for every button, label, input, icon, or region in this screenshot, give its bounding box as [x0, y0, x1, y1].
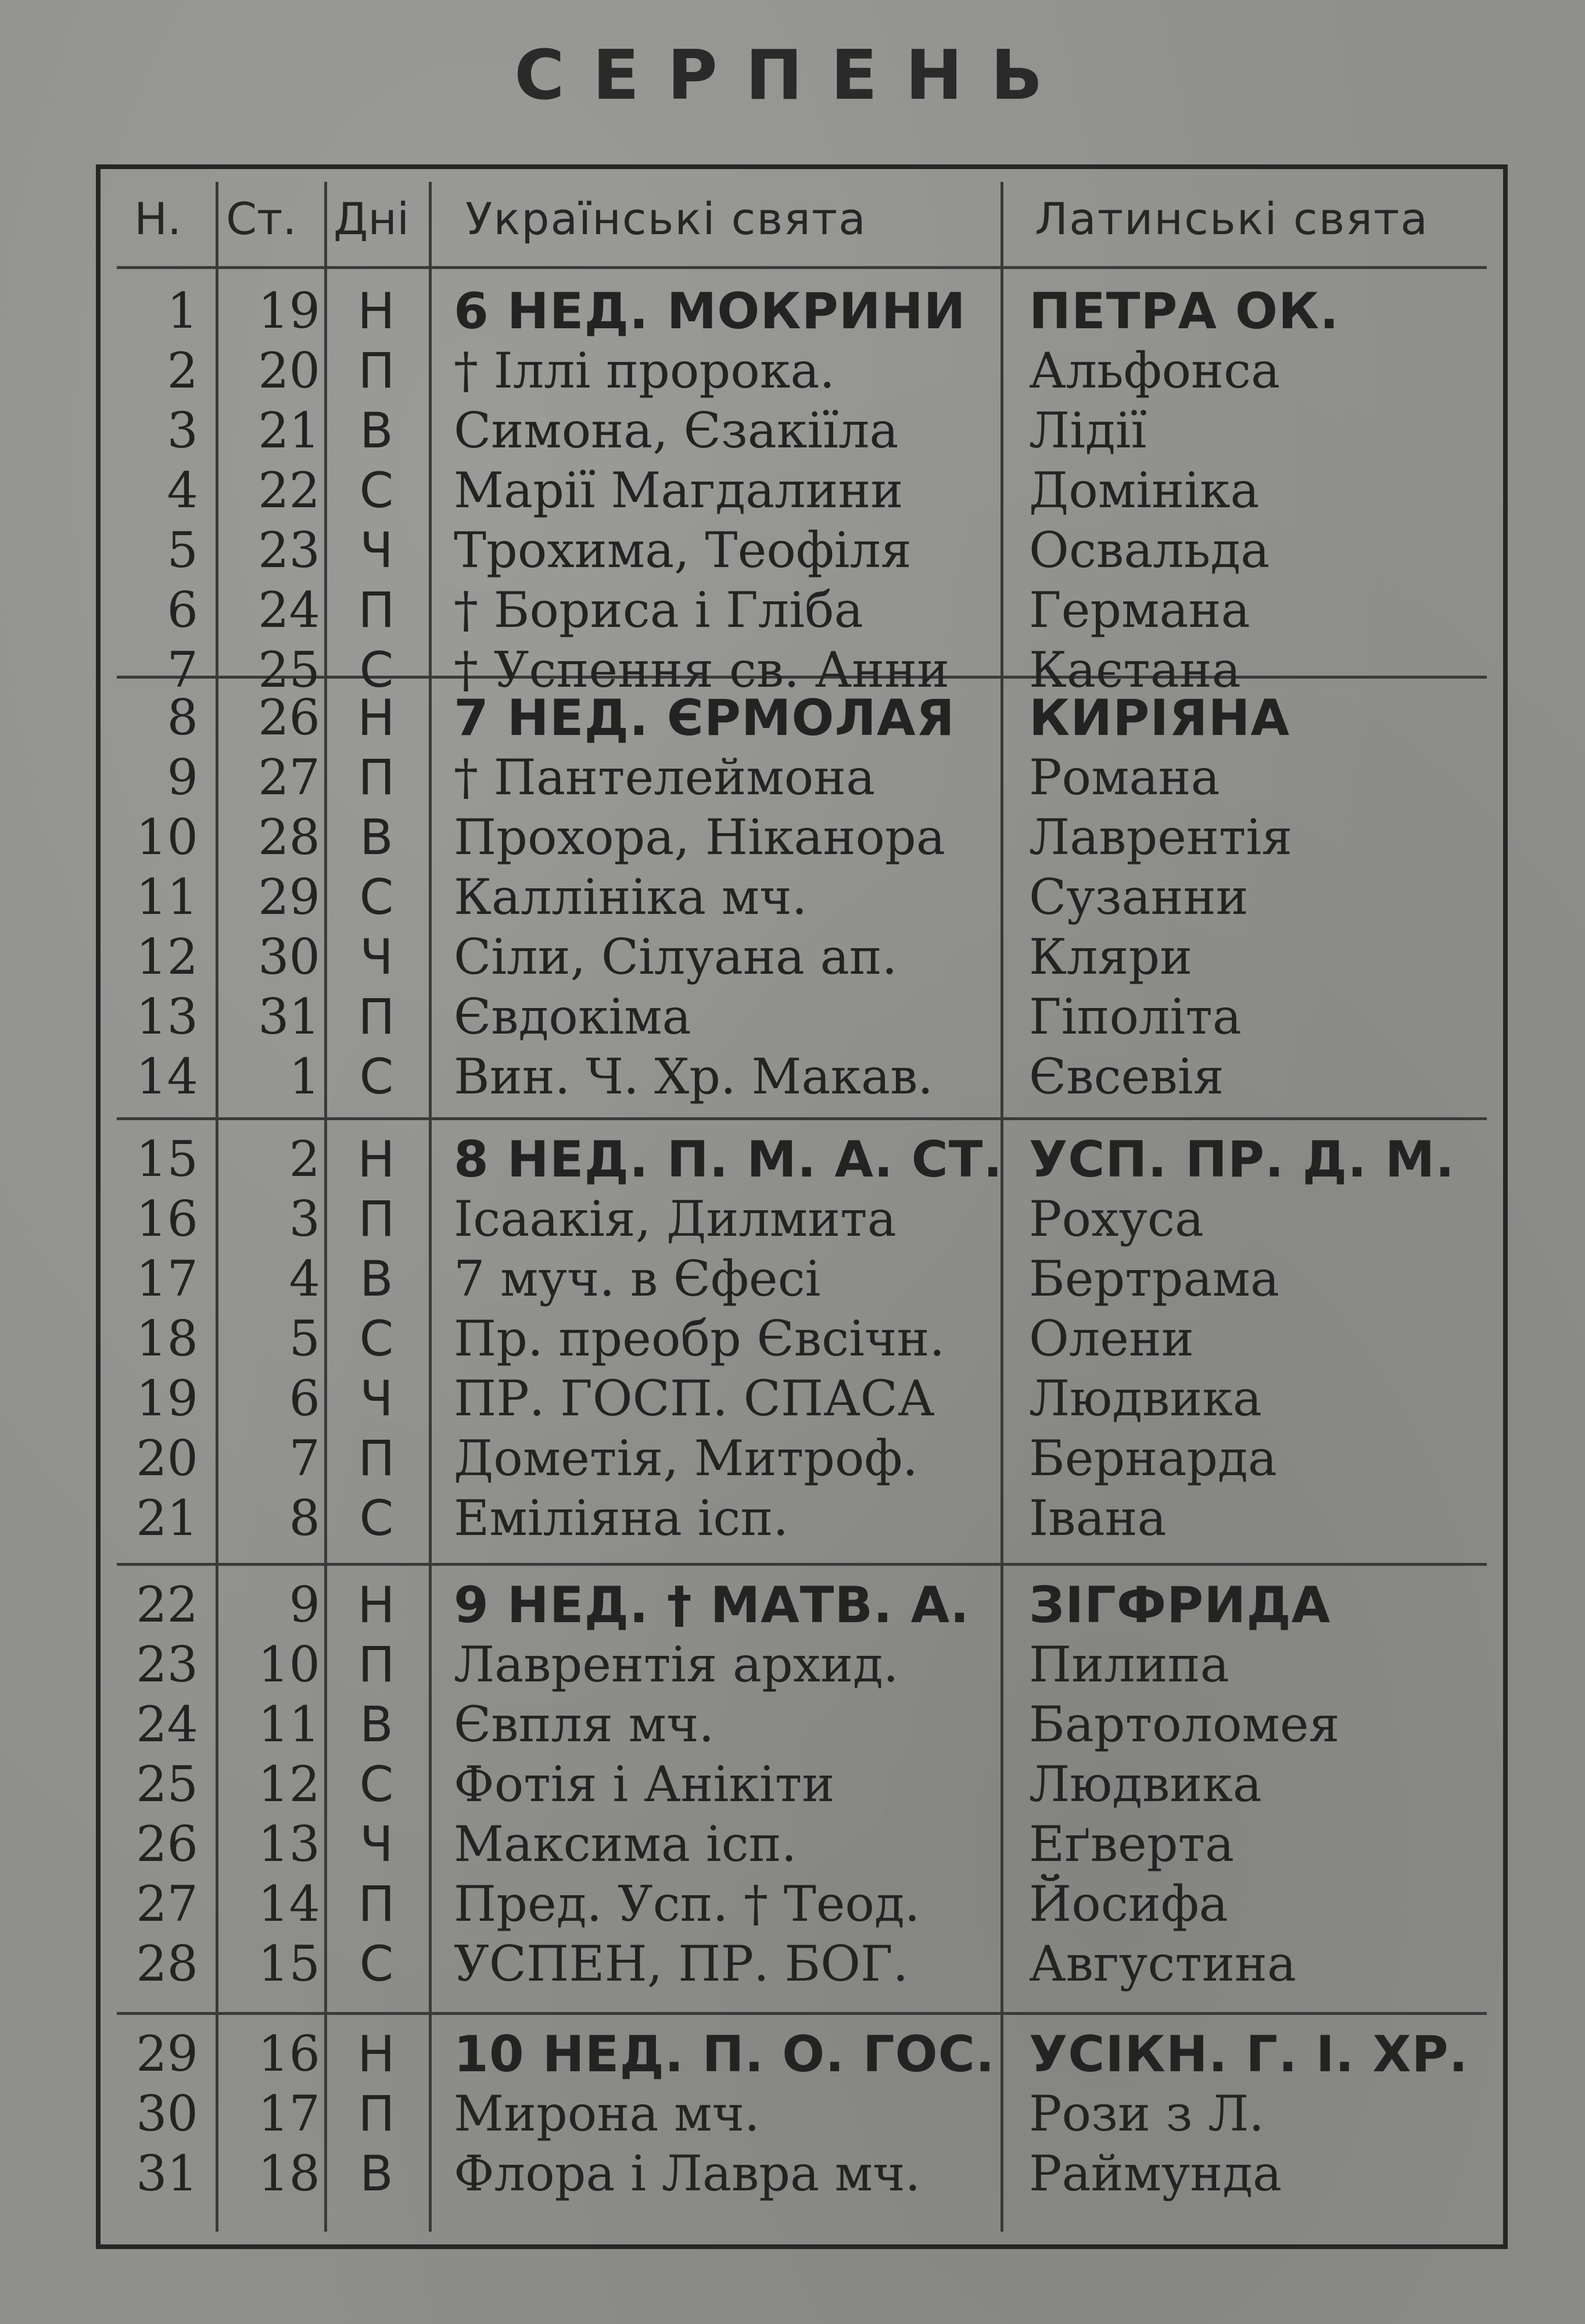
- latin-feast: Бертрама: [1029, 1250, 1279, 1307]
- table-row: [117, 400, 1487, 460]
- weekday: П: [358, 1636, 395, 1693]
- new-style-date: 27: [136, 1875, 198, 1932]
- old-style-date: 21: [258, 402, 320, 459]
- table-row: [117, 1934, 1487, 1993]
- weekday: П: [358, 1430, 395, 1487]
- new-style-date: 31: [136, 2145, 198, 2202]
- table-row: [117, 1694, 1487, 1754]
- latin-feast: Освальда: [1029, 522, 1270, 579]
- ukrainian-feast: Дометія, Митроф.: [454, 1430, 918, 1487]
- ukrainian-feast: УСПЕН, ПР. БОГ.: [454, 1935, 909, 1992]
- ukrainian-feast: 8 НЕД. П. М. А. СТ.: [454, 1131, 1003, 1189]
- table-row: [117, 1368, 1487, 1428]
- header-ukrainian-feasts: Українські свята: [465, 193, 867, 245]
- new-style-date: 23: [136, 1636, 198, 1693]
- header-latin-feasts: Латинські свята: [1035, 193, 1429, 245]
- weekday: Ч: [360, 928, 393, 985]
- latin-feast: Лідії: [1029, 402, 1147, 459]
- ukrainian-feast: Прохора, Ніканора: [454, 809, 945, 866]
- ukrainian-feast: Мирона мч.: [454, 2085, 760, 2142]
- new-style-date: 11: [136, 869, 198, 926]
- new-style-date: 25: [136, 1756, 198, 1813]
- weekday: Ч: [360, 522, 393, 579]
- old-style-date: 22: [258, 462, 320, 519]
- weekday: П: [358, 988, 395, 1045]
- weekday: Н: [357, 1576, 396, 1634]
- old-style-date: 25: [258, 641, 320, 698]
- header-days: Дні: [334, 193, 410, 245]
- old-style-date: 27: [258, 749, 320, 806]
- table-row: [117, 2143, 1487, 2203]
- weekday: С: [359, 641, 394, 698]
- latin-feast: Людвика: [1029, 1370, 1262, 1427]
- new-style-date: 17: [136, 1250, 198, 1307]
- new-style-date: 29: [136, 2025, 198, 2082]
- new-style-date: 16: [136, 1190, 198, 1247]
- ukrainian-feast: † Бориса і Гліба: [454, 582, 863, 639]
- new-style-date: 24: [136, 1696, 198, 1753]
- latin-feast: Пилипа: [1029, 1636, 1229, 1693]
- latin-feast: УСП. ПР. Д. М.: [1029, 1131, 1455, 1189]
- latin-feast: Бернарда: [1029, 1430, 1277, 1487]
- new-style-date: 30: [136, 2085, 198, 2142]
- old-style-date: 29: [258, 869, 320, 926]
- old-style-date: 11: [258, 1696, 320, 1753]
- latin-feast: Івана: [1029, 1490, 1167, 1547]
- table-row: [117, 927, 1487, 987]
- old-style-date: 28: [258, 809, 320, 866]
- table-row: [117, 1129, 1487, 1189]
- new-style-date: 7: [167, 641, 198, 698]
- table-row: [117, 281, 1487, 340]
- weekday: П: [358, 1875, 395, 1932]
- table-header: [117, 182, 1487, 269]
- ukrainian-feast: Максима ісп.: [454, 1816, 797, 1873]
- new-style-date: 3: [167, 402, 198, 459]
- weekday: Ч: [360, 1370, 393, 1427]
- ukrainian-feast: ПР. ГОСП. СПАСА: [454, 1370, 935, 1427]
- ukrainian-feast: † Іллі пророка.: [454, 342, 835, 399]
- weekday: П: [358, 582, 395, 639]
- old-style-date: 2: [289, 1131, 320, 1188]
- table-row: [117, 1428, 1487, 1488]
- new-style-date: 26: [136, 1816, 198, 1873]
- ukrainian-feast: Вин. Ч. Хр. Макав.: [454, 1048, 934, 1105]
- new-style-date: 21: [136, 1490, 198, 1547]
- latin-feast: Лаврентія: [1029, 809, 1293, 866]
- new-style-date: 9: [167, 749, 198, 806]
- new-style-date: 2: [167, 342, 198, 399]
- ukrainian-feast: Євдокіма: [454, 988, 691, 1045]
- table-row: [117, 1488, 1487, 1548]
- ukrainian-feast: Сіли, Сілуана ап.: [454, 928, 898, 985]
- latin-feast: ПЕТРА ОК.: [1029, 282, 1339, 340]
- old-style-date: 30: [258, 928, 320, 985]
- weekday: С: [359, 1048, 394, 1105]
- old-style-date: 3: [289, 1190, 320, 1247]
- weekday: Н: [357, 2025, 396, 2083]
- new-style-date: 18: [136, 1310, 198, 1367]
- weekday: В: [360, 2145, 393, 2202]
- weekday: В: [360, 1250, 393, 1307]
- table-row: [117, 2024, 1487, 2083]
- old-style-date: 14: [258, 1875, 320, 1932]
- week-block: [117, 1117, 1487, 1566]
- new-style-date: 8: [167, 689, 198, 746]
- old-style-date: 1: [289, 1048, 320, 1105]
- old-style-date: 26: [258, 689, 320, 746]
- page-title: СЕРПЕНЬ: [514, 35, 1071, 115]
- old-style-date: 9: [289, 1576, 320, 1633]
- table-row: [117, 987, 1487, 1046]
- latin-feast: Еґверта: [1029, 1816, 1235, 1873]
- weekday: С: [359, 1756, 394, 1813]
- ukrainian-feast: 9 НЕД. † МАТВ. А.: [454, 1576, 970, 1634]
- old-style-date: 12: [258, 1756, 320, 1813]
- old-style-date: 7: [289, 1430, 320, 1487]
- ukrainian-feast: Пр. преобр Євсічн.: [454, 1310, 945, 1367]
- old-style-date: 13: [258, 1816, 320, 1873]
- old-style-date: 18: [258, 2145, 320, 2202]
- latin-feast: КИРІЯНА: [1029, 689, 1290, 747]
- header-old-style: Ст.: [226, 193, 297, 245]
- table-row: [117, 2083, 1487, 2143]
- old-style-date: 6: [289, 1370, 320, 1427]
- latin-feast: Йосифа: [1029, 1875, 1228, 1932]
- ukrainian-feast: 10 НЕД. П. О. ГОС.: [454, 2025, 995, 2083]
- ukrainian-feast: Євпля мч.: [454, 1696, 715, 1753]
- old-style-date: 5: [289, 1310, 320, 1367]
- latin-feast: Августина: [1029, 1935, 1296, 1992]
- old-style-date: 16: [258, 2025, 320, 2082]
- table-row: [117, 1308, 1487, 1368]
- weekday: Н: [357, 689, 396, 747]
- old-style-date: 10: [258, 1636, 320, 1693]
- table-row: [117, 520, 1487, 580]
- new-style-date: 6: [167, 582, 198, 639]
- latin-feast: Людвика: [1029, 1756, 1262, 1813]
- weekday: П: [358, 342, 395, 399]
- table-row: [117, 460, 1487, 520]
- ukrainian-feast: Еміліяна ісп.: [454, 1490, 789, 1547]
- table-row: [117, 747, 1487, 807]
- latin-feast: Кляри: [1029, 928, 1193, 985]
- old-style-date: 8: [289, 1490, 320, 1547]
- old-style-date: 23: [258, 522, 320, 579]
- ukrainian-feast: Марії Магдалини: [454, 462, 903, 519]
- new-style-date: 5: [167, 522, 198, 579]
- latin-feast: Рохуса: [1029, 1190, 1204, 1247]
- weekday: В: [360, 809, 393, 866]
- table-row: [117, 1814, 1487, 1874]
- table-row: [117, 340, 1487, 400]
- old-style-date: 24: [258, 582, 320, 639]
- latin-feast: Раймунда: [1029, 2145, 1282, 2202]
- new-style-date: 28: [136, 1935, 198, 1992]
- latin-feast: УСІКН. Г. І. ХР.: [1029, 2025, 1469, 2083]
- new-style-date: 1: [167, 282, 198, 339]
- weekday: П: [358, 1190, 395, 1247]
- weekday: Ч: [360, 1816, 393, 1873]
- calendar-table: [96, 164, 1508, 2249]
- new-style-date: 12: [136, 928, 198, 985]
- ukrainian-feast: 7 муч. в Єфесі: [454, 1250, 821, 1307]
- latin-feast: Олени: [1029, 1310, 1194, 1367]
- new-style-date: 19: [136, 1370, 198, 1427]
- weekday: В: [360, 402, 393, 459]
- latin-feast: Германа: [1029, 582, 1250, 639]
- new-style-date: 13: [136, 988, 198, 1045]
- new-style-date: 20: [136, 1430, 198, 1487]
- calendar-inner: [117, 182, 1487, 2232]
- weekday: С: [359, 1490, 394, 1547]
- ukrainian-feast: Симона, Єзакіїла: [454, 402, 899, 459]
- ukrainian-feast: 7 НЕД. ЄРМОЛАЯ: [454, 689, 955, 747]
- ukrainian-feast: † Успення св. Анни: [454, 641, 950, 698]
- old-style-date: 31: [258, 988, 320, 1045]
- week-block: [117, 2012, 1487, 2215]
- table-row: [117, 580, 1487, 640]
- latin-feast: Каєтана: [1029, 641, 1241, 698]
- ukrainian-feast: Пред. Усп. † Теод.: [454, 1875, 920, 1932]
- old-style-date: 19: [258, 282, 320, 339]
- table-row: [117, 807, 1487, 867]
- old-style-date: 4: [289, 1250, 320, 1307]
- table-row: [117, 1874, 1487, 1934]
- weekday: П: [358, 2085, 395, 2142]
- table-row: [117, 1634, 1487, 1694]
- latin-feast: Сузанни: [1029, 869, 1249, 926]
- weekday: Н: [357, 1131, 396, 1189]
- weekday: С: [359, 869, 394, 926]
- ukrainian-feast: † Пантелеймона: [454, 749, 876, 806]
- table-row: [117, 867, 1487, 927]
- latin-feast: Бартоломея: [1029, 1696, 1340, 1753]
- new-style-date: 4: [167, 462, 198, 519]
- latin-feast: ЗІГФРИДА: [1029, 1576, 1331, 1634]
- latin-feast: Рози з Л.: [1029, 2085, 1264, 2142]
- ukrainian-feast: Ісаакія, Дилмита: [454, 1190, 897, 1247]
- table-row: [117, 1575, 1487, 1634]
- new-style-date: 22: [136, 1576, 198, 1633]
- ukrainian-feast: Фотія і Анікіти: [454, 1756, 835, 1813]
- old-style-date: 20: [258, 342, 320, 399]
- table-row: [117, 1754, 1487, 1814]
- new-style-date: 10: [136, 809, 198, 866]
- table-row: [117, 1046, 1487, 1106]
- table-row: [117, 1189, 1487, 1249]
- old-style-date: 17: [258, 2085, 320, 2142]
- new-style-date: 14: [136, 1048, 198, 1105]
- weekday: С: [359, 1935, 394, 1992]
- latin-feast: Альфонса: [1029, 342, 1281, 399]
- ukrainian-feast: Трохима, Теофіля: [454, 522, 912, 579]
- new-style-date: 15: [136, 1131, 198, 1188]
- ukrainian-feast: 6 НЕД. МОКРИНИ: [454, 282, 966, 340]
- ukrainian-feast: Лаврентія архид.: [454, 1636, 899, 1693]
- latin-feast: Гіполіта: [1029, 988, 1242, 1045]
- ukrainian-feast: Флора і Лавра мч.: [454, 2145, 921, 2202]
- old-style-date: 15: [258, 1935, 320, 1992]
- latin-feast: Романа: [1029, 749, 1220, 806]
- header-new-style: Н.: [134, 193, 182, 245]
- ukrainian-feast: Каллініка мч.: [454, 869, 808, 926]
- latin-feast: Домініка: [1029, 462, 1260, 519]
- table-row: [117, 1249, 1487, 1308]
- latin-feast: Євсевія: [1029, 1048, 1224, 1105]
- weekday: В: [360, 1696, 393, 1753]
- table-row: [117, 687, 1487, 747]
- weekday: П: [358, 749, 395, 806]
- week-block: [117, 269, 1487, 698]
- weekday: С: [359, 1310, 394, 1367]
- week-block: [117, 676, 1487, 1120]
- weekday: Н: [357, 282, 396, 340]
- weekday: С: [359, 462, 394, 519]
- week-block: [117, 1563, 1487, 2015]
